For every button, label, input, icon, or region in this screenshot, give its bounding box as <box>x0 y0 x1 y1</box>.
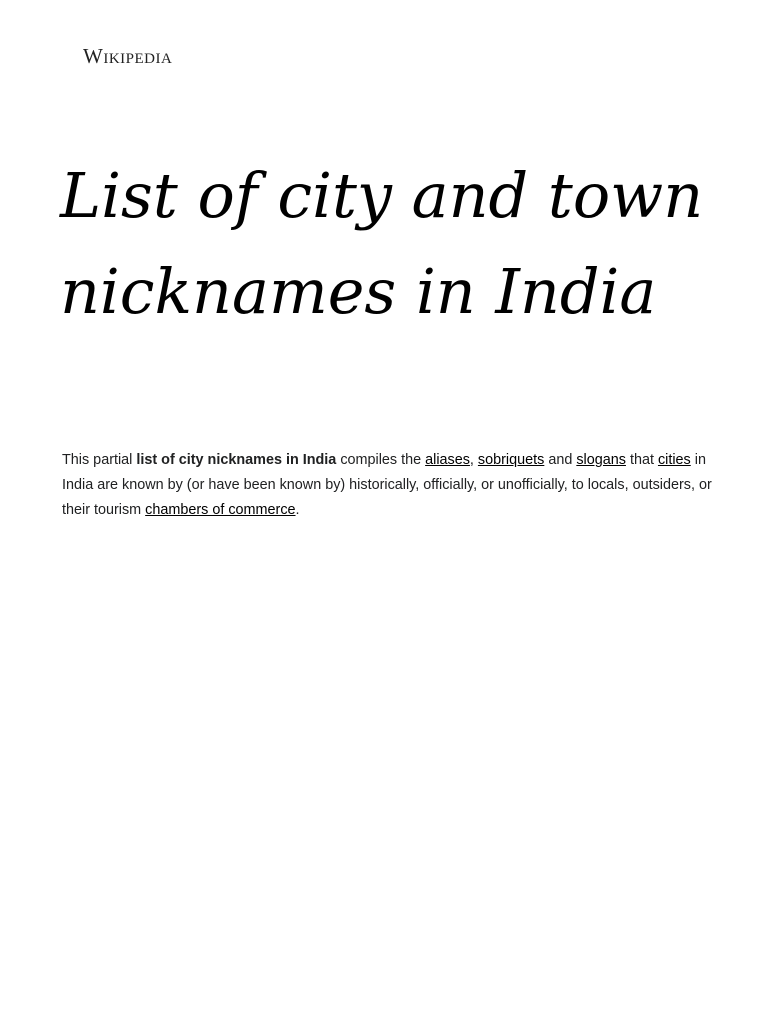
intro-text: and <box>544 452 577 468</box>
intro-text: compiles the <box>336 452 426 468</box>
page-title: List of city and town nicknames in India <box>60 159 704 328</box>
intro-text: in India are known by (or have been known by) historically, officially, or unofficially, to locals, outsiders, or their tourism <box>62 452 712 518</box>
intro-text: This partial <box>62 452 137 468</box>
intro-text: , <box>469 452 478 468</box>
link-sobriquets[interactable]: sobriquets <box>477 452 545 468</box>
wikipedia-wordmark[interactable]: Wikipedia <box>83 44 173 68</box>
intro-text: that <box>625 452 658 468</box>
link-aliases[interactable]: aliases <box>425 452 470 468</box>
link-cities[interactable]: cities <box>657 452 691 468</box>
link-chambers-of-commerce[interactable]: chambers of commerce <box>145 502 296 518</box>
link-slogans[interactable]: slogans <box>576 452 626 468</box>
intro-text: . <box>295 502 300 518</box>
intro-bold-subject: list of city nicknames in India <box>136 452 337 468</box>
intro-paragraph <box>62 448 712 523</box>
